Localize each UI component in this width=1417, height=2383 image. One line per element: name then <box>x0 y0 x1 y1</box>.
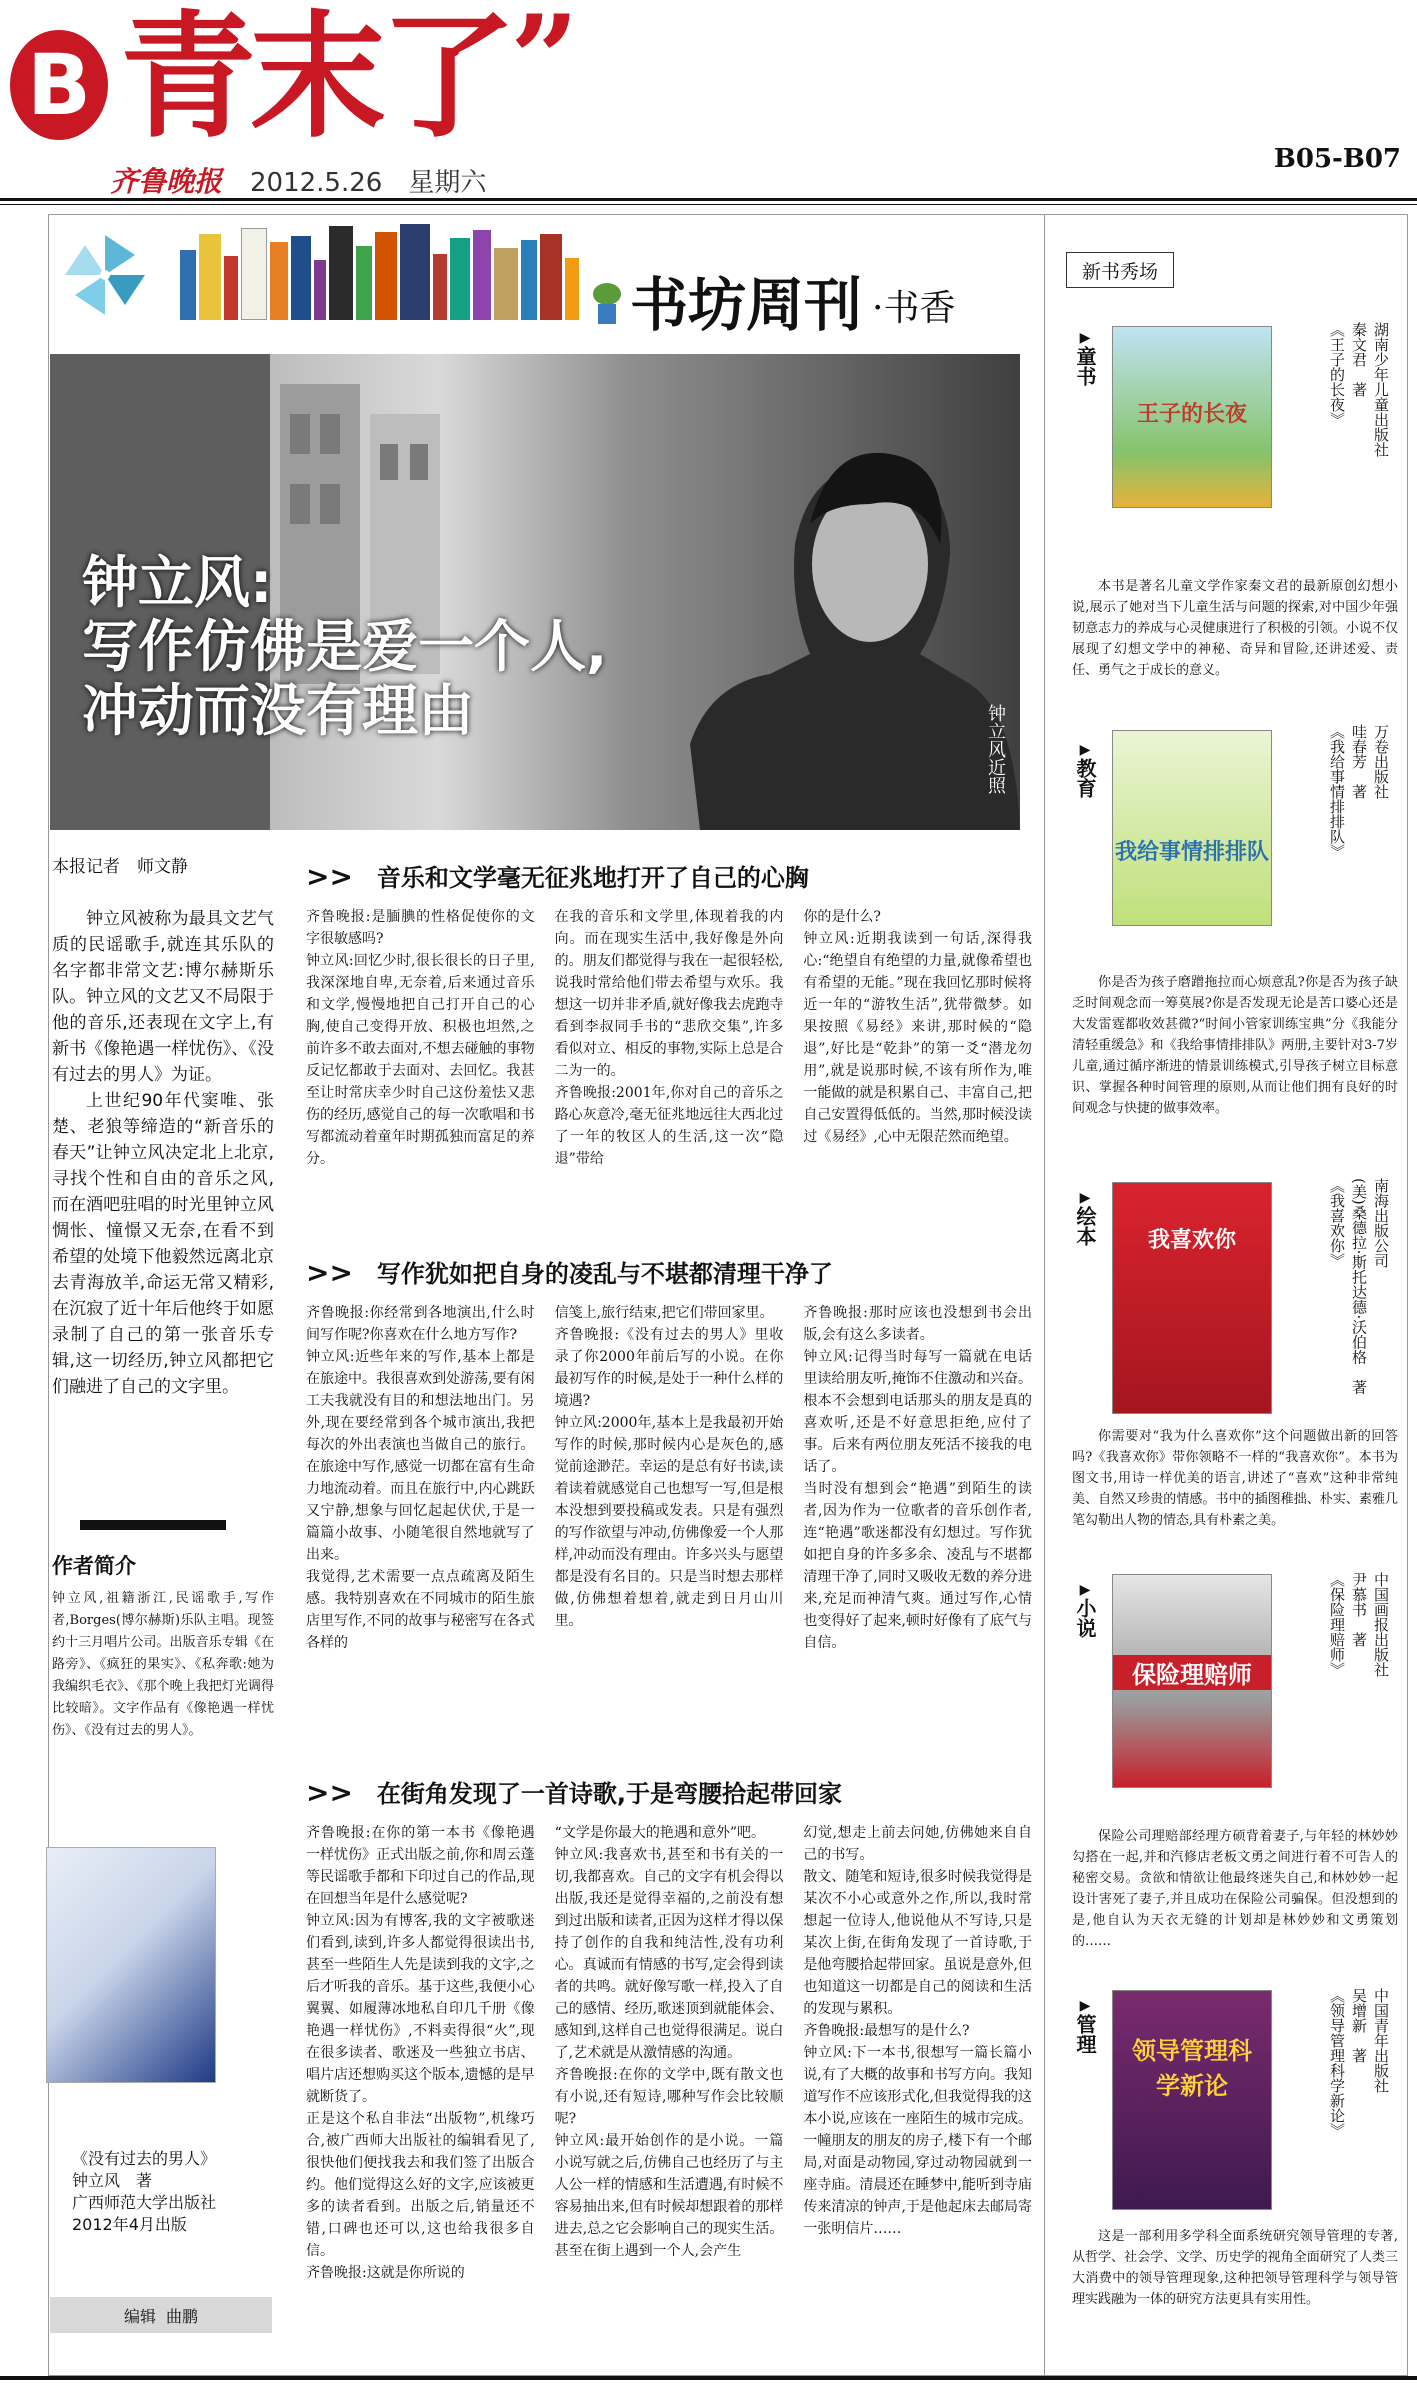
weekday: 星期六 <box>408 168 487 198</box>
book-cover-education: 我给事情排排队 <box>1112 730 1272 926</box>
section-heading-3: >> 在街角发现了一首诗歌,于是弯腰拾起带回家 <box>306 1776 843 1809</box>
book-date: 2012年4月出版 <box>72 2215 187 2234</box>
book-cover-image <box>46 1847 216 2083</box>
sidebar-heading: 新书秀场 <box>1066 252 1174 288</box>
book-meta: 万卷出版社 哇春芳 著 《我给事情排排队》 <box>1328 724 1390 859</box>
book-description: 你是否为孩子磨蹭拖拉而心烦意乱?你是否为孩子缺乏时间观念而一筹莫展?你是否发现无论是苦口婆心还是大发雷霆都收效甚微?“时间小管家训练宝典”分《我能分清轻重缓急》和《我给事情排排队》两册,主要针对3-7岁儿童,通过循序渐进的情景训练模式,引导孩子树立目标意识、掌握各种时间管理的原则,从而让他们拥有良好的时间观念与快捷的做事效率。 <box>1072 975 1398 1116</box>
text-column: 幻觉,想走上前去问她,仿佛她来自自己的书写。 散文、随笔和短诗,很多时候我觉得是某次不小心或意外之作,所以,我时常想起一位诗人,他说他从不写诗,只是某次上街,在街角发现了一首诗歌,于是他弯腰拾起带回家。虽说是意外,但也知道这一切都是自己的阅读和生活的发现与累积。 齐鲁晚报:最想写的是什么? 钟立风:下一本书,很想写一篇长篇小说,有了大概的故事和书写方向。我知道写作不应该形式化,但我觉得我的这本小说,应该在一座陌生的城市完成。一幢朋友的朋友的房子,楼下有一个邮局,对面是动物园,穿过动物园就到一座寺庙。清晨还在睡梦中,能听到寺庙传来清凉的钟声,于是他起床去邮局寄一张明信片…… <box>803 1825 1033 2237</box>
book-publisher: 广西师范大学出版社 <box>72 2193 217 2212</box>
book-meta: 南海出版公司 (美)桑德拉·斯托达德·沃伯格 著 《我喜欢你》 <box>1328 1178 1390 1395</box>
book-cover-picturebook: 我喜欢你 <box>1112 1182 1272 1414</box>
editor-credit <box>50 2297 272 2333</box>
section-badge: B <box>10 30 108 140</box>
divider-bar <box>80 1520 226 1530</box>
book-description: 保险公司理赔部经理方硕背着妻子,与年轻的林妙妙勾搭在一起,并和汽修店老板文勇之间进行着不可告人的秘密交易。贪欲和情欲让他最终迷失自己,和林妙妙一起设计害死了妻子,并且成功在保险公司骗保。但没想到的是,他自认为天衣无缝的计划却是林妙妙和文勇策划的…… <box>1072 1829 1398 1949</box>
text-column: 齐鲁晚报:那时应该也没想到书会出版,会有这么多读者。 钟立风:记得当时每写一篇就在电话里读给朋友听,掩饰不住激动和兴奋。根本不会想到电话那头的朋友是真的喜欢听,还是不好意思拒绝,应付了事。后来有两位朋友死活不接我的电话了。 当时没有想到会“艳遇”到陌生的读者,因为作为一位歌者的音乐创作者,连“艳遇”歌迷都没有幻想过。写作犹如把自身的许多多余、凌乱与不堪都清理干净了,同时又吸收无数的养分进来,充足而神清气爽。通过写作,心情也变得好了起来,顿时好像有了底气与自信。 <box>803 1305 1033 1651</box>
text-column: 齐鲁晚报:是腼腆的性格促使你的文字很敏感吗? 钟立风:回忆少时,很长很长的日子里,我深深地自卑,无奈着,后来通过音乐和文学,慢慢地把自己打开自己的心胸,使自己变得开放、积极也坦然,之前许多不敢去面对,不想去碰触的事物反记忆都敢于去面对、去回忆。我甚至让时常庆幸少时自己这份羞怯又悲伤的经历,感觉自己的每一次歌唱和书写都流动着童年时期孤独而富足的养分。 <box>306 909 535 1167</box>
triangle-icon: ▶ <box>1077 1582 1093 1598</box>
category-label: ▶管理 <box>1073 1998 1097 2054</box>
book-author: 钟立风 著 <box>72 2171 153 2190</box>
section-title: 青末了 <box>120 0 510 157</box>
text-column: 齐鲁晚报:在你的第一本书《像艳遇一样忧伤》正式出版之前,你和周云蓬等民谣歌手都和下印过自己的作品,现在回想当年是什么感觉呢? 钟立风:因为有博客,我的文字被歌迷们看到,读到,许多人都觉得很读出书,甚至一些陌生人先是读到我的文字,之后才听我的音乐。基于这些,我便小心翼翼、如履薄冰地私自印几千册《像艳遇一样忧伤》,不料卖得很“火”,现在很多读者、歌迷及一些独立书店、唱片店还想购买这个版本,遗憾的是早就断货了。 正是这个私自非法“出版物”,机缘巧合,被广西师大出版社的编辑看见了,很快他们便找我去和我们签了出版合约。他们觉得这么好的文字,应该被更多的读者看到。出版之后,销量还不错,口碑也还可以,这也给我很多自信。 齐鲁晚报:这就是你所说的 <box>306 1825 535 2281</box>
headline <box>82 552 607 744</box>
supplement-title: 书坊周刊 <box>630 271 863 339</box>
category-label: ▶绘本 <box>1073 1190 1097 1246</box>
date: 2012.5.26 <box>250 168 383 198</box>
bookshelf-graphic <box>180 222 650 320</box>
editor-label: 编辑 <box>123 2306 156 2326</box>
chevron-right-icon: >> <box>306 860 353 893</box>
text-column: 齐鲁晚报:你经常到各地演出,什么时间写作呢?你喜欢在什么地方写作? 钟立风:近些年来的写作,基本上都是在旅途中。我很喜欢到处游荡,要有闲工夫我就没有目的和想法地出门。另外,现在要经常到各个城市演出,我把每次的外出表演也当做自己的旅行。在旅途中写作,感觉一切都在富有生命力地流动着。而且在旅行中,内心跳跃又宁静,想象与回忆起起伏伏,于是一篇篇小故事、小随笔很自然地就写了出来。 我觉得,艺术需要一点点疏离及陌生感。我特别喜欢在不同城市的陌生旅店里写作,不同的故事与秘密写在各式各样的 <box>306 1305 535 1651</box>
masthead-rule <box>0 198 1417 201</box>
supplement-subtitle: ·书香 <box>872 288 956 329</box>
newspaper-logo: 齐鲁晚报 <box>110 165 223 198</box>
book-description: 这是一部利用多学科全面系统研究领导管理的专著,从哲学、社会学、文学、历史学的视角全面研究了人类三大消费中的领导管理现象,这种把领导管理科学与领导管理实践融为一体的研究方法更具有实用性。 <box>1072 2229 1398 2307</box>
text-column: “文学是你最大的艳遇和意外”吧。 钟立风:我喜欢书,甚至和书有关的一切,我都喜欢。自己的文字有机会得以出版,我还是觉得幸福的,之前没有想到过出版和读者,正因为这样才得以保持了创作的自我和纯洁性,没有功利心。真诚而有情感的书写,定会得到读者的共鸣。就好像写歌一样,投入了自己的感情、经历,歌迷顶到就能体会、感知到,这样自己也觉得很满足。说白了,艺术就是从激情感的沟通。 齐鲁晚报:在你的文学中,既有散文也有小说,还有短诗,哪种写作会比较顺呢? 钟立风:最开始创作的是小说。一篇小说写就之后,仿佛自己也经历了与主人公一样的情感和生活遭遇,有时候不容易抽出来,但有时候却想跟着的那样进去,总之它会影响自己的现实生活。甚至在街上遇到一个人,会产生 <box>554 1825 784 2259</box>
editor-name: 曲鹏 <box>166 2306 199 2326</box>
headline-line-1: 钟立风: <box>82 551 273 616</box>
text-column: 信笺上,旅行结束,把它们带回家里。 齐鲁晚报:《没有过去的男人》里收录了你2000年前后写的小说。在你最初写作的时候,是处于一种什么样的境遇? 钟立风:2000年,基本上是我最初开始写作的时候,那时候内心是灰色的,感觉前途渺茫。幸运的是总有好书读,读着读着就感觉自己也想写一写,但是根本没想到要投稿或发表。只是有强烈的写作欲望与冲动,仿佛像爱一个人那样,冲动而没有理由。许多兴头与愿望都是没有名目的。只是当时想去那样做,仿佛想着想着,就走到日月山川里。 <box>554 1305 784 1629</box>
book-meta: 中国青年出版社 吴增新 著 《领导管理科学新论》 <box>1328 1988 1390 2138</box>
byline: 本报记者 师文静 <box>52 857 188 877</box>
photo-credit: 钟立风近照 <box>985 704 1006 794</box>
pinwheel-icon <box>60 230 150 320</box>
footer-rule <box>0 2376 1417 2380</box>
book-meta: 湖南少年儿童出版社 秦文君 著 《王子的长夜》 <box>1328 322 1390 457</box>
book-cover-children: 王子的长夜 <box>1112 326 1272 508</box>
bio-text: 钟立风,祖籍浙江,民谣歌手,写作者,Borges(博尔赫斯)乐队主唱。现签约十三月唱片公司。出版音乐专辑《在路旁》、《疯狂的果实》、《私奔歌:她为我编织毛衣》、《那个晚上我把灯光调得比较暗》。文字作品有《像艳遇一样忧伤》、《没有过去的男人》。 <box>52 1591 274 1738</box>
potted-plant-icon <box>590 282 624 326</box>
category-label: ▶教育 <box>1073 742 1097 798</box>
book-cover-management: 领导管理科学新论 <box>1112 1990 1272 2210</box>
triangle-icon: ▶ <box>1077 330 1093 346</box>
headline-line-2: 写作仿佛是爱一个人, <box>82 615 608 680</box>
book-title: 《没有过去的男人》 <box>72 2149 217 2168</box>
headline-line-3: 冲动而没有理由 <box>82 679 474 744</box>
section-2-body <box>306 1302 1032 1758</box>
book-caption <box>72 2148 272 2236</box>
section-3-body <box>306 1822 1032 2362</box>
category-label: ▶小说 <box>1073 1582 1097 1638</box>
book-description: 你需要对“我为什么喜欢你”这个问题做出新的回答吗?《我喜欢你》带你领略不一样的“我喜欢你”。本书为图文书,用诗一样优美的语言,讲述了“喜欢”这种非常纯美、自然又珍贵的情感。书中的插图稚拙、朴实、素雅几笔勾勒出人物的情态,具有朴素之美。 <box>1072 1429 1398 1528</box>
triangle-icon: ▶ <box>1077 1998 1093 2014</box>
chevron-right-icon: >> <box>306 1256 353 1289</box>
section-heading-1: >> 音乐和文学毫无征兆地打开了自己的心胸 <box>306 860 809 893</box>
section-1-body <box>306 906 1032 1236</box>
intro-paragraph: 上世纪90年代窦唯、张楚、老狼等缔造的“新音乐的春天”让钟立风决定北上北京,寻找个性和自由的音乐之风,而在酒吧驻唱的时光里钟立风惆怅、憧憬又无奈,在看不到希望的处境下他毅然远离北京去青海放羊,命运无常又精彩,在沉寂了近十年后他终于如愿录制了自己的第一张音乐专辑,这一切经历,钟立风都把它们融进了自己的文字里。 <box>52 1091 274 1397</box>
masthead-rule-thin <box>0 204 1417 205</box>
dateline <box>250 162 486 199</box>
section-heading-2: >> 写作犹如把自身的凌乱与不堪都清理干净了 <box>306 1256 833 1289</box>
book-meta: 中国画报出版社 尹慕书 著 《保险理赔师》 <box>1328 1572 1390 1677</box>
triangle-icon: ▶ <box>1077 742 1093 758</box>
intro-paragraph: 钟立风被称为最具文艺气质的民谣歌手,就连其乐队的名字都非常文艺:博尔赫斯乐队。钟立风的文艺又不局限于他的音乐,还表现在文字上,有新书《像艳遇一样忧伤》、《没有过去的男人》为证。 <box>52 909 274 1085</box>
page-numbers: B05-B07 <box>1273 144 1401 174</box>
category-label: ▶童书 <box>1073 330 1097 386</box>
book-description: 本书是著名儿童文学作家秦文君的最新原创幻想小说,展示了她对当下儿童生活与问题的探索,对中国少年强韧意志力的养成与心灵健康进行了积极的引领。小说不仅展现了幻想文学中的神秘、奇异和冒险,还讲述爱、责任、勇气之于成长的意义。 <box>1072 579 1398 678</box>
intro-text <box>52 906 274 1400</box>
quote-mark: ” <box>510 0 580 130</box>
sidebar-divider <box>1044 214 1045 2376</box>
bio-heading: 作者简介 <box>52 1554 136 1578</box>
text-column: 你的是什么? 钟立风:近期我读到一句话,深得我心:“绝望自有绝望的力量,就像希望也有希望的无能。”现在我回忆那时候将近一年的“游牧生活”,犹带微梦。如果按照《易经》来讲,那时候的“隐退”,好比是“乾卦”的第一爻“潜龙勿用”,就是说那时候,不该有所作为,唯一能做的就是积累自己、丰富自己,把自己安置得低低的。当然,那时候没读过《易经》,心中无限茫然而绝望。 <box>803 909 1033 1145</box>
chevron-right-icon: >> <box>306 1776 353 1809</box>
book-cover-novel: 保险理赔师 <box>1112 1574 1272 1788</box>
text-column: 在我的音乐和文学里,体现着我的内向。而在现实生活中,我好像是外向的。朋友们都觉得与我在一起很轻松,说我时常给他们带去希望与欢乐。我想这一切并非矛盾,就好像我去虎跑寺看到李叔同手书的“悲欣交集”,许多看似对立、相反的事物,实际上总是合二为一的。 齐鲁晚报:2001年,你对自己的音乐之路心灰意冷,毫无征兆地远往大西北过了一年的牧区人的生活,这一次“隐退”带给 <box>554 909 784 1167</box>
triangle-icon: ▶ <box>1077 1190 1093 1206</box>
